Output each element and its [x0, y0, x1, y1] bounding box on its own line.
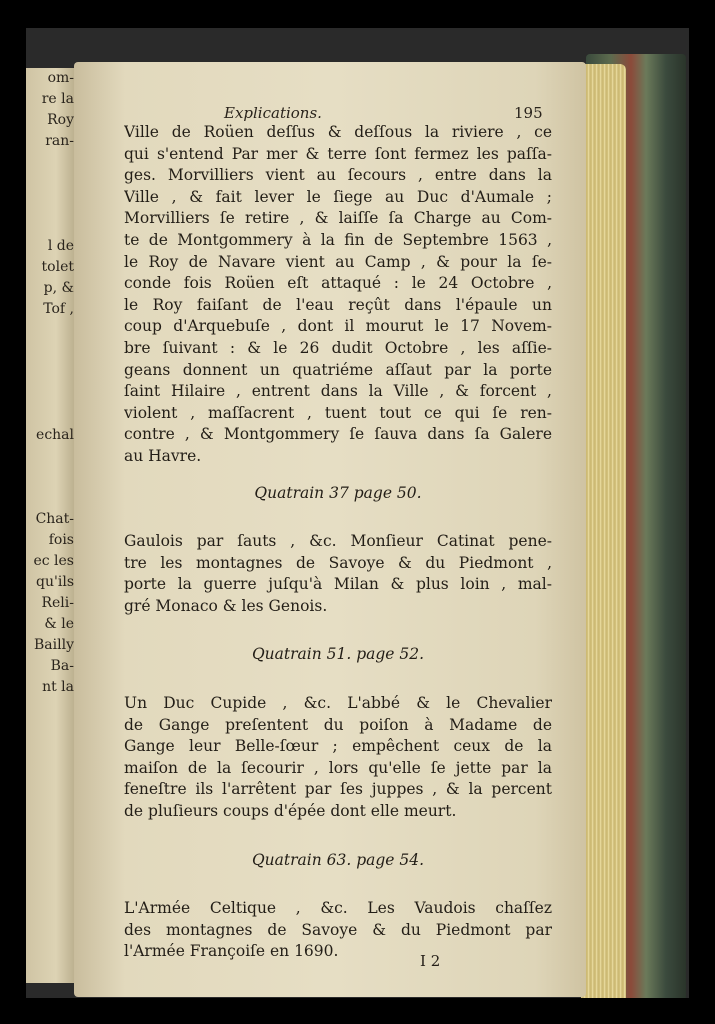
- text-line: au Havre.: [124, 446, 202, 465]
- left-text-fragment: Reli-: [41, 595, 74, 611]
- left-text-fragment: tolet: [41, 259, 74, 275]
- left-text-fragment: re la: [41, 91, 74, 107]
- left-page-text: [26, 68, 74, 698]
- text-line: le Roy faiſant de l'eau reçût dans l'épaule un: [124, 295, 552, 314]
- text-line: Gange leur Belle-ſœur ; empêchent ceux de la: [124, 737, 552, 756]
- text-line: Ville , & fait lever le ſiege au Duc d'Aumale ;: [124, 187, 552, 206]
- text-line: contre , & Montgommery ſe ſauva dans ſa Galere: [124, 425, 552, 444]
- left-text-fragment: l de: [47, 238, 74, 254]
- left-text-fragment: nt la: [42, 679, 74, 695]
- text-line: maiſon de la ſecourir , lors qu'elle ſe jette par la: [124, 758, 552, 777]
- left-text-fragment: [26, 152, 74, 173]
- text-line: gré Monaco & les Genois.: [124, 596, 328, 615]
- text-line: conde fois Roüen eſt attaqué : le 24 Octobre ,: [124, 274, 552, 293]
- left-text-fragment: p, &: [43, 280, 74, 296]
- book-photo: [26, 28, 689, 998]
- gilt-page-edge: [581, 64, 626, 998]
- left-text-fragment: ran-: [45, 133, 74, 149]
- left-text-fragment: Chat-: [35, 511, 74, 527]
- page-body: [124, 122, 552, 963]
- paragraph-4: [124, 898, 552, 963]
- text-line: de Gange preſentent du poiſon à Madame de: [124, 715, 552, 734]
- text-line: L'Armée Celtique , &c. Les Vaudois chaſſez: [124, 899, 552, 918]
- left-text-fragment: & le: [44, 616, 74, 632]
- text-line: violent , maſſacrent , tuent tout ce qui ſe ren-: [124, 403, 552, 422]
- text-line: tre les montagnes de Savoye & du Piedmont ,: [124, 553, 552, 572]
- text-line: Ville de Roüen deſſus & deſſous la riviere , ce: [124, 123, 552, 141]
- text-line: geans donnent un quatriéme aſſaut par la porte: [124, 360, 552, 379]
- left-text-fragment: Ba-: [50, 658, 74, 674]
- text-line: coup d'Arquebuſe , dont il mourut le 17 Novem-: [124, 317, 552, 336]
- left-text-fragment: [26, 467, 74, 488]
- paragraph-3: [124, 693, 552, 823]
- left-page-fragment: [26, 68, 76, 983]
- page-number: 195: [514, 104, 543, 122]
- text-line: ſaint Hilaire , entrent dans la Ville , & forcent ,: [124, 382, 552, 401]
- text-line: bre ſuivant : & le 26 dudit Octobre , les aſſie-: [124, 338, 552, 357]
- text-line: porte la guerre juſqu'à Milan & plus loin , mal-: [124, 575, 552, 594]
- left-text-fragment: om-: [47, 70, 74, 86]
- text-line: ges. Morvilliers vient au ſecours , entre dans la: [124, 166, 552, 185]
- running-header: Explications.: [224, 104, 322, 122]
- heading-quatrain-51: Quatrain 51. page 52.: [251, 645, 425, 664]
- text-line: l'Armée Françoiſe en 1690.: [124, 942, 339, 961]
- text-line: le Roy de Navare vient au Camp , & pour la ſe-: [124, 252, 552, 271]
- left-text-fragment: [26, 173, 74, 194]
- text-line: de pluſieurs coups d'épée dont elle meurt.: [124, 802, 457, 821]
- text-line: Gaulois par ſauts , &c. Monſieur Catinat pene-: [124, 532, 552, 551]
- left-text-fragment: Bailly: [34, 637, 74, 653]
- left-text-fragment: [26, 194, 74, 215]
- left-text-fragment: [26, 404, 74, 425]
- left-text-fragment: [26, 383, 74, 404]
- text-line: qui s'entend Par mer & terre ſont fermez les paſſa-: [124, 144, 552, 163]
- text-line: te de Montgommery à la fin de Septembre 1563 ,: [124, 230, 552, 249]
- text-line: Morvilliers ſe retire , & laiſſe ſa Charge au Com-: [124, 209, 552, 228]
- paragraph-2: [124, 531, 552, 617]
- text-line: des montagnes de Savoye & du Piedmont par: [124, 920, 552, 939]
- left-text-fragment: ec les: [33, 553, 74, 569]
- text-line: Un Duc Cupide , &c. L'abbé & le Chevalier: [124, 694, 552, 713]
- right-page: [74, 62, 586, 997]
- left-text-fragment: [26, 215, 74, 236]
- left-text-fragment: Roy: [47, 112, 74, 128]
- left-text-fragment: fois: [48, 532, 74, 548]
- left-text-fragment: [26, 320, 74, 341]
- left-text-fragment: echal: [36, 427, 74, 443]
- left-text-fragment: [26, 341, 74, 362]
- left-text-fragment: [26, 362, 74, 383]
- paragraph-1: [124, 122, 552, 468]
- signature-mark: I 2: [420, 952, 441, 970]
- left-text-fragment: qu'ils: [36, 574, 74, 590]
- heading-quatrain-37: Quatrain 37 page 50.: [254, 483, 422, 502]
- left-text-fragment: Tof ,: [43, 301, 74, 317]
- heading-quatrain-63: Quatrain 63. page 54.: [251, 850, 425, 869]
- left-text-fragment: [26, 446, 74, 467]
- left-text-fragment: [26, 488, 74, 509]
- text-line: feneſtre ils l'arrêtent par ſes juppes , & la percent: [124, 780, 552, 799]
